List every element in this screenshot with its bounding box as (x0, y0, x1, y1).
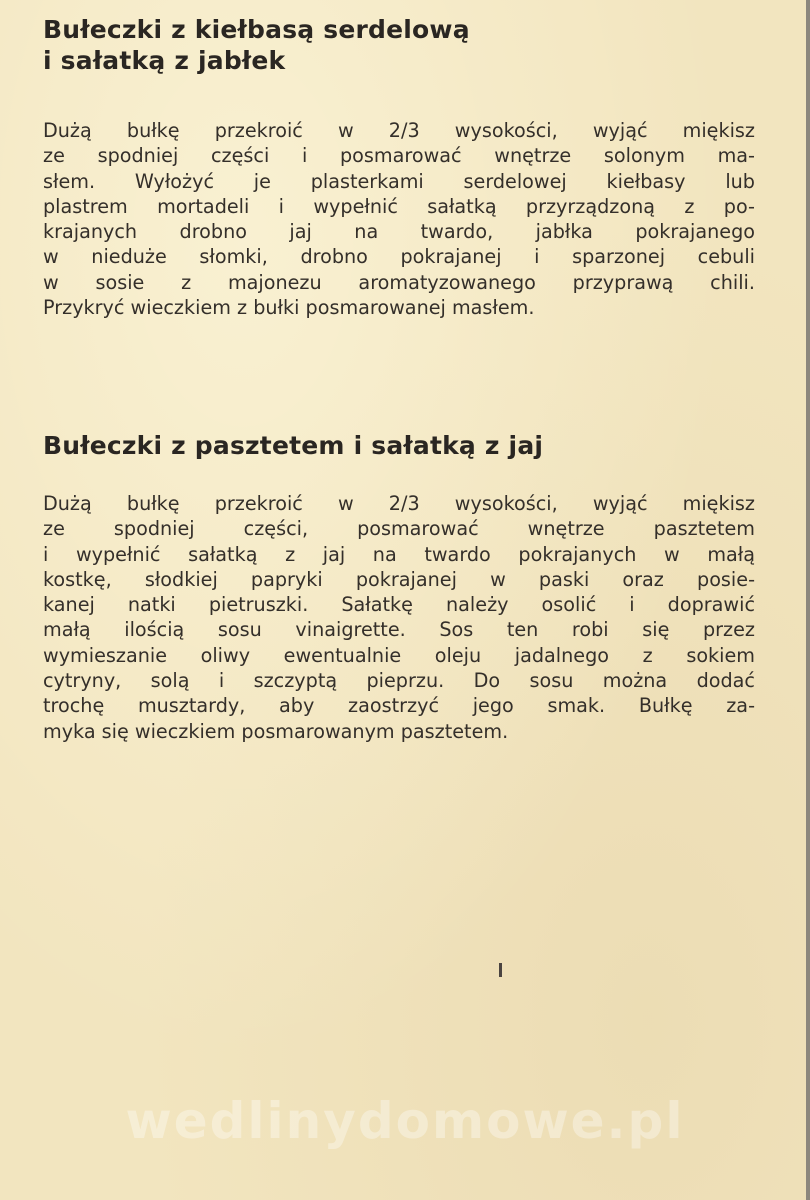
recipe-title (43, 14, 755, 76)
text-line: Dużą bułkę przekroić w 2/3 wysokości, wyjąć miękisz (43, 119, 755, 142)
text-line: Przykryć wieczkiem z bułki posmarowanej masłem. (43, 296, 535, 320)
text-line: plastrem mortadeli i wypełnić sałatką przyrządzoną z po- (43, 194, 755, 218)
print-mark (499, 963, 502, 977)
text-line: myka się wieczkiem posmarowanym pasztetem. (43, 719, 509, 743)
recipe-title (43, 430, 755, 461)
text-line: i wypełnić sałatką z jaj na twardo pokrajanych w małą (43, 542, 755, 566)
text-line: w nieduże słomki, drobno pokrajanej i sparzonej cebuli (43, 245, 755, 269)
text-line: w sosie z majonezu aromatyzowanego przyprawą chili. (43, 270, 755, 294)
text-line: ze spodniej części i posmarować wnętrze solonym ma- (43, 144, 755, 168)
page-edge (806, 0, 810, 1200)
recipe-title-line: i sałatką z jabłek (43, 46, 286, 75)
recipe-instructions (43, 491, 755, 744)
watermark: wedlinydomowe.pl (125, 1092, 685, 1150)
recipe-instructions (43, 118, 755, 320)
text-line: krajanych drobno jaj na twardo, jabłka pokrajanego (43, 220, 755, 244)
text-line: ze spodniej części, posmarować wnętrze pasztetem (43, 517, 755, 541)
recipe-pate-egg (43, 430, 755, 744)
recipe-sausage-apple (43, 14, 755, 320)
text-line: małą ilością sosu vinaigrette. Sos ten robi się przez (43, 618, 755, 642)
text-line: kanej natki pietruszki. Sałatkę należy osolić i doprawić (43, 593, 755, 617)
text-line: słem. Wyłożyć je plasterkami serdelowej kiełbasy lub (43, 169, 755, 193)
recipe-title-line: Bułeczki z pasztetem i sałatką z jaj (43, 431, 544, 460)
text-line: cytryny, solą i szczyptą pieprzu. Do sosu można dodać (43, 669, 755, 693)
text-line: wymieszanie oliwy ewentualnie oleju jadalnego z sokiem (43, 643, 755, 667)
text-line: Dużą bułkę przekroić w 2/3 wysokości, wyjąć miękisz (43, 492, 755, 515)
text-line: kostkę, słodkiej papryki pokrajanej w paski oraz posie- (43, 567, 755, 591)
recipe-title-line: Bułeczki z kiełbasą serdelową (43, 15, 470, 44)
text-line: trochę musztardy, aby zaostrzyć jego smak. Bułkę za- (43, 694, 755, 718)
